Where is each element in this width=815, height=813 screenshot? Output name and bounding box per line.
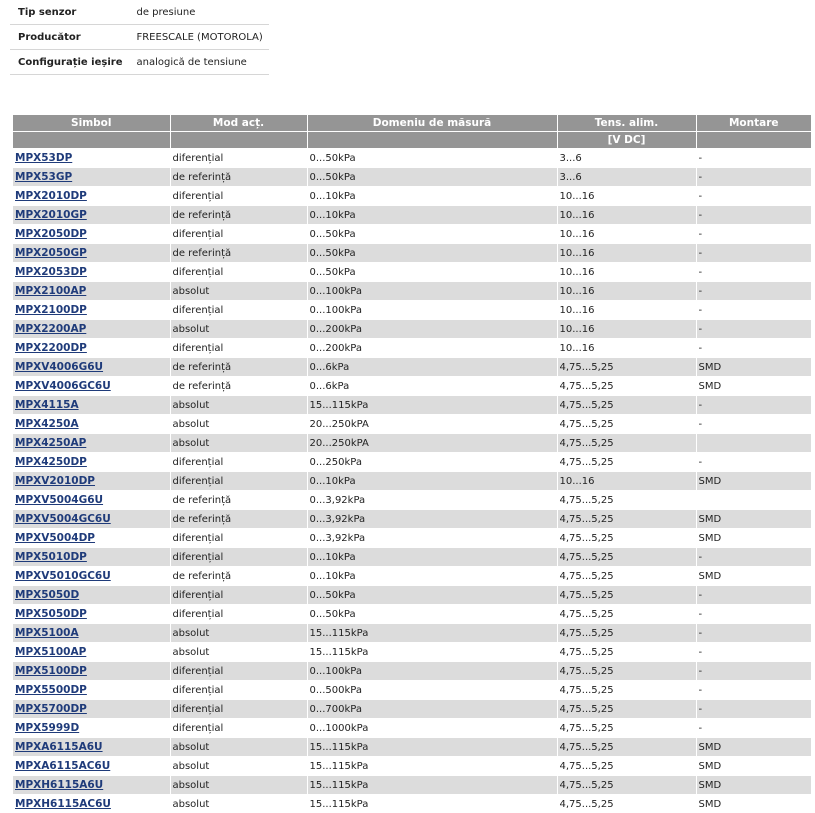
cell-domeniu: 0...10kPa: [307, 187, 557, 206]
cell-simbol: [13, 529, 170, 548]
table-header-unit-row: [13, 132, 811, 149]
cell-tens-alim: 10...16: [557, 282, 696, 301]
table-row: [13, 472, 811, 491]
cell-simbol: [13, 681, 170, 700]
cell-simbol: [13, 510, 170, 529]
cell-domeniu: 0...6kPa: [307, 377, 557, 396]
product-link[interactable]: MPXA6115A6U: [15, 741, 103, 753]
cell-domeniu: 0...10kPa: [307, 206, 557, 225]
cell-montare: -: [696, 548, 811, 567]
cell-tens-alim: 4,75...5,25: [557, 453, 696, 472]
table-row: [13, 377, 811, 396]
cell-domeniu: 0...50kPa: [307, 605, 557, 624]
cell-simbol: [13, 377, 170, 396]
cell-domeniu: 0...10kPa: [307, 548, 557, 567]
product-link[interactable]: MPXV5004DP: [15, 532, 96, 544]
cell-montare: SMD: [696, 358, 811, 377]
cell-domeniu: 0...50kPa: [307, 263, 557, 282]
cell-simbol: [13, 757, 170, 776]
cell-domeniu: 0...50kPa: [307, 225, 557, 244]
cell-mod-act: diferențial: [170, 339, 307, 358]
cell-tens-alim: 10...16: [557, 225, 696, 244]
product-link[interactable]: MPX4250AP: [15, 437, 87, 449]
table-row: [13, 206, 811, 225]
cell-simbol: [13, 605, 170, 624]
product-table: [13, 115, 811, 813]
cell-montare: -: [696, 301, 811, 320]
cell-mod-act: absolut: [170, 795, 307, 813]
product-link[interactable]: MPX2100AP: [15, 285, 87, 297]
cell-domeniu: 20...250kPA: [307, 434, 557, 453]
cell-mod-act: de referință: [170, 567, 307, 586]
product-link[interactable]: MPXV2010DP: [15, 475, 96, 487]
cell-domeniu: 15...115kPa: [307, 643, 557, 662]
product-link[interactable]: MPX5050DP: [15, 608, 87, 620]
cell-simbol: [13, 206, 170, 225]
cell-simbol: [13, 662, 170, 681]
cell-montare: -: [696, 453, 811, 472]
table-row: [13, 643, 811, 662]
cell-mod-act: diferențial: [170, 472, 307, 491]
cell-tens-alim: 3...6: [557, 149, 696, 168]
product-link[interactable]: MPXV5004GC6U: [15, 513, 111, 525]
table-row: [13, 396, 811, 415]
cell-domeniu: 15...115kPa: [307, 795, 557, 813]
cell-domeniu: 0...500kPa: [307, 681, 557, 700]
cell-simbol: [13, 453, 170, 472]
cell-montare: SMD: [696, 738, 811, 757]
table-row: [13, 415, 811, 434]
column-header-tens-alim: Tens. alim.: [557, 115, 696, 132]
cell-simbol: [13, 301, 170, 320]
table-header-row: [13, 115, 811, 132]
product-link[interactable]: MPXH6115AC6U: [15, 798, 111, 810]
cell-montare: -: [696, 168, 811, 187]
cell-mod-act: diferențial: [170, 187, 307, 206]
table-row: [13, 320, 811, 339]
cell-mod-act: diferențial: [170, 149, 307, 168]
cell-tens-alim: 4,75...5,25: [557, 776, 696, 795]
header-empty-cell: [696, 132, 811, 149]
cell-domeniu: 0...100kPa: [307, 282, 557, 301]
table-row: [13, 263, 811, 282]
cell-mod-act: absolut: [170, 776, 307, 795]
cell-montare: -: [696, 263, 811, 282]
cell-mod-act: de referință: [170, 206, 307, 225]
cell-montare: -: [696, 605, 811, 624]
cell-mod-act: de referință: [170, 168, 307, 187]
table-row: [13, 700, 811, 719]
table-row: [13, 358, 811, 377]
product-link[interactable]: MPX2050GP: [15, 247, 87, 259]
cell-tens-alim: 4,75...5,25: [557, 377, 696, 396]
table-row: [13, 434, 811, 453]
cell-domeniu: 0...3,92kPa: [307, 529, 557, 548]
cell-tens-alim: 4,75...5,25: [557, 681, 696, 700]
cell-tens-alim: 4,75...5,25: [557, 738, 696, 757]
product-link[interactable]: MPX2200DP: [15, 342, 87, 354]
column-header-tens-unit: [V DC]: [557, 132, 696, 149]
cell-tens-alim: 4,75...5,25: [557, 795, 696, 813]
spec-label: Configurație ieșire: [10, 50, 128, 75]
product-link[interactable]: MPX5010DP: [15, 551, 87, 563]
product-link[interactable]: MPX53GP: [15, 171, 73, 183]
cell-mod-act: absolut: [170, 415, 307, 434]
cell-domeniu: 0...1000kPa: [307, 719, 557, 738]
cell-tens-alim: 10...16: [557, 301, 696, 320]
cell-simbol: [13, 168, 170, 187]
product-link[interactable]: MPX5700DP: [15, 703, 87, 715]
cell-domeniu: 0...700kPa: [307, 700, 557, 719]
cell-simbol: [13, 415, 170, 434]
cell-tens-alim: 10...16: [557, 472, 696, 491]
cell-mod-act: absolut: [170, 434, 307, 453]
cell-tens-alim: 4,75...5,25: [557, 586, 696, 605]
cell-mod-act: diferențial: [170, 301, 307, 320]
cell-mod-act: absolut: [170, 282, 307, 301]
product-link[interactable]: MPX4250A: [15, 418, 79, 430]
product-link[interactable]: MPX5100A: [15, 627, 79, 639]
cell-montare: -: [696, 624, 811, 643]
column-header-mod-act: Mod acț.: [170, 115, 307, 132]
cell-domeniu: 0...200kPa: [307, 339, 557, 358]
cell-tens-alim: 10...16: [557, 206, 696, 225]
cell-montare: -: [696, 339, 811, 358]
cell-simbol: [13, 776, 170, 795]
cell-montare: -: [696, 149, 811, 168]
cell-mod-act: de referință: [170, 377, 307, 396]
cell-tens-alim: 3...6: [557, 168, 696, 187]
cell-montare: -: [696, 396, 811, 415]
cell-tens-alim: 4,75...5,25: [557, 643, 696, 662]
spec-label: Producător: [10, 25, 128, 50]
cell-domeniu: 0...6kPa: [307, 358, 557, 377]
product-link[interactable]: MPX2053DP: [15, 266, 87, 278]
cell-mod-act: absolut: [170, 738, 307, 757]
product-link[interactable]: MPX53DP: [15, 152, 73, 164]
cell-simbol: [13, 624, 170, 643]
table-row: [13, 244, 811, 263]
product-link[interactable]: MPXA6115AC6U: [15, 760, 111, 772]
spec-row-configuratie-iesire: [10, 50, 269, 75]
cell-mod-act: de referință: [170, 358, 307, 377]
spec-label: Tip senzor: [10, 0, 128, 25]
cell-montare: SMD: [696, 377, 811, 396]
cell-tens-alim: 4,75...5,25: [557, 491, 696, 510]
cell-montare: -: [696, 206, 811, 225]
cell-mod-act: absolut: [170, 396, 307, 415]
cell-simbol: [13, 738, 170, 757]
cell-simbol: [13, 795, 170, 813]
cell-domeniu: 15...115kPa: [307, 396, 557, 415]
table-row: [13, 339, 811, 358]
cell-tens-alim: 4,75...5,25: [557, 510, 696, 529]
cell-domeniu: 20...250kPA: [307, 415, 557, 434]
cell-montare: -: [696, 643, 811, 662]
product-link[interactable]: MPX4250DP: [15, 456, 87, 468]
cell-montare: SMD: [696, 757, 811, 776]
cell-simbol: [13, 358, 170, 377]
cell-mod-act: diferențial: [170, 225, 307, 244]
cell-mod-act: diferențial: [170, 529, 307, 548]
cell-simbol: [13, 491, 170, 510]
cell-mod-act: diferențial: [170, 453, 307, 472]
cell-tens-alim: 4,75...5,25: [557, 396, 696, 415]
cell-mod-act: de referință: [170, 491, 307, 510]
spec-value: analogică de tensiune: [128, 50, 268, 75]
product-link[interactable]: MPX2100DP: [15, 304, 87, 316]
cell-simbol: [13, 643, 170, 662]
product-link[interactable]: MPX4115A: [15, 399, 79, 411]
table-row: [13, 719, 811, 738]
column-header-domeniu: Domeniu de măsură: [307, 115, 557, 132]
cell-tens-alim: 10...16: [557, 339, 696, 358]
cell-simbol: [13, 225, 170, 244]
cell-montare: [696, 491, 811, 510]
table-row: [13, 776, 811, 795]
cell-montare: -: [696, 244, 811, 263]
cell-simbol: [13, 282, 170, 301]
header-empty-cell: [170, 132, 307, 149]
cell-simbol: [13, 586, 170, 605]
table-row: [13, 548, 811, 567]
cell-mod-act: absolut: [170, 624, 307, 643]
cell-simbol: [13, 320, 170, 339]
cell-mod-act: diferențial: [170, 548, 307, 567]
table-row: [13, 738, 811, 757]
product-link[interactable]: MPX2010GP: [15, 209, 87, 221]
product-link[interactable]: MPX5999D: [15, 722, 80, 734]
cell-domeniu: 0...50kPa: [307, 149, 557, 168]
cell-montare: -: [696, 320, 811, 339]
cell-domeniu: 0...100kPa: [307, 662, 557, 681]
cell-mod-act: diferențial: [170, 263, 307, 282]
table-row: [13, 149, 811, 168]
cell-tens-alim: 10...16: [557, 263, 696, 282]
product-link[interactable]: MPXH6115A6U: [15, 779, 104, 791]
product-link[interactable]: MPX5050D: [15, 589, 80, 601]
cell-tens-alim: 4,75...5,25: [557, 624, 696, 643]
cell-simbol: [13, 719, 170, 738]
cell-montare: [696, 434, 811, 453]
cell-montare: -: [696, 415, 811, 434]
cell-mod-act: diferențial: [170, 681, 307, 700]
cell-mod-act: diferențial: [170, 605, 307, 624]
table-row: [13, 510, 811, 529]
cell-simbol: [13, 149, 170, 168]
table-row: [13, 586, 811, 605]
cell-domeniu: 0...100kPa: [307, 301, 557, 320]
cell-montare: -: [696, 282, 811, 301]
cell-montare: SMD: [696, 776, 811, 795]
product-link[interactable]: MPX2010DP: [15, 190, 87, 202]
cell-montare: -: [696, 700, 811, 719]
table-row: [13, 225, 811, 244]
cell-simbol: [13, 244, 170, 263]
product-link[interactable]: MPX5100DP: [15, 665, 87, 677]
cell-simbol: [13, 434, 170, 453]
product-link[interactable]: MPXV4006G6U: [15, 361, 104, 373]
cell-tens-alim: 4,75...5,25: [557, 605, 696, 624]
cell-domeniu: 0...10kPa: [307, 472, 557, 491]
cell-mod-act: diferențial: [170, 662, 307, 681]
cell-tens-alim: 4,75...5,25: [557, 757, 696, 776]
column-header-simbol: Simbol: [13, 115, 170, 132]
table-row: [13, 187, 811, 206]
cell-domeniu: 15...115kPa: [307, 624, 557, 643]
cell-montare: SMD: [696, 510, 811, 529]
cell-simbol: [13, 263, 170, 282]
cell-mod-act: diferențial: [170, 700, 307, 719]
cell-tens-alim: 4,75...5,25: [557, 719, 696, 738]
cell-tens-alim: 10...16: [557, 187, 696, 206]
cell-tens-alim: 4,75...5,25: [557, 529, 696, 548]
cell-simbol: [13, 567, 170, 586]
cell-tens-alim: 4,75...5,25: [557, 662, 696, 681]
cell-tens-alim: 10...16: [557, 320, 696, 339]
cell-montare: -: [696, 662, 811, 681]
header-empty-cell: [13, 132, 170, 149]
cell-mod-act: absolut: [170, 643, 307, 662]
table-row: [13, 567, 811, 586]
product-link[interactable]: MPX5500DP: [15, 684, 87, 696]
cell-simbol: [13, 339, 170, 358]
cell-montare: -: [696, 719, 811, 738]
cell-domeniu: 0...50kPa: [307, 244, 557, 263]
cell-domeniu: 0...50kPa: [307, 168, 557, 187]
cell-domeniu: 15...115kPa: [307, 776, 557, 795]
product-table-body: [13, 149, 811, 813]
table-row: [13, 795, 811, 813]
cell-montare: -: [696, 586, 811, 605]
cell-tens-alim: 4,75...5,25: [557, 700, 696, 719]
product-link[interactable]: MPXV5010GC6U: [15, 570, 111, 582]
cell-mod-act: diferențial: [170, 586, 307, 605]
cell-domeniu: 0...3,92kPa: [307, 491, 557, 510]
table-row: [13, 491, 811, 510]
product-link[interactable]: MPX2200AP: [15, 323, 87, 335]
cell-simbol: [13, 700, 170, 719]
cell-mod-act: absolut: [170, 757, 307, 776]
table-row: [13, 301, 811, 320]
cell-tens-alim: 4,75...5,25: [557, 434, 696, 453]
cell-domeniu: 0...250kPa: [307, 453, 557, 472]
table-row: [13, 624, 811, 643]
table-row: [13, 282, 811, 301]
cell-simbol: [13, 548, 170, 567]
product-link[interactable]: MPX5100AP: [15, 646, 87, 658]
cell-mod-act: de referință: [170, 510, 307, 529]
cell-domeniu: 15...115kPa: [307, 738, 557, 757]
cell-montare: -: [696, 225, 811, 244]
cell-tens-alim: 4,75...5,25: [557, 548, 696, 567]
cell-tens-alim: 4,75...5,25: [557, 415, 696, 434]
header-empty-cell: [307, 132, 557, 149]
cell-montare: SMD: [696, 795, 811, 813]
cell-simbol: [13, 187, 170, 206]
cell-tens-alim: 10...16: [557, 244, 696, 263]
cell-mod-act: de referință: [170, 244, 307, 263]
product-link[interactable]: MPXV5004G6U: [15, 494, 104, 506]
cell-simbol: [13, 472, 170, 491]
cell-montare: SMD: [696, 472, 811, 491]
product-link[interactable]: MPXV4006GC6U: [15, 380, 111, 392]
spec-value: FREESCALE (MOTOROLA): [128, 25, 268, 50]
table-row: [13, 681, 811, 700]
spec-table: [10, 0, 269, 75]
table-row: [13, 757, 811, 776]
spec-row-tip-senzor: [10, 0, 269, 25]
cell-tens-alim: 4,75...5,25: [557, 567, 696, 586]
table-row: [13, 605, 811, 624]
cell-domeniu: 0...50kPa: [307, 586, 557, 605]
cell-domeniu: 0...200kPa: [307, 320, 557, 339]
cell-mod-act: absolut: [170, 320, 307, 339]
table-row: [13, 168, 811, 187]
cell-montare: SMD: [696, 567, 811, 586]
cell-mod-act: diferențial: [170, 719, 307, 738]
column-header-montare: Montare: [696, 115, 811, 132]
spec-value: de presiune: [128, 0, 268, 25]
cell-tens-alim: 4,75...5,25: [557, 358, 696, 377]
cell-domeniu: 0...10kPa: [307, 567, 557, 586]
table-row: [13, 453, 811, 472]
cell-domeniu: 0...3,92kPa: [307, 510, 557, 529]
product-link[interactable]: MPX2050DP: [15, 228, 87, 240]
cell-montare: SMD: [696, 529, 811, 548]
table-row: [13, 529, 811, 548]
cell-montare: -: [696, 681, 811, 700]
table-row: [13, 662, 811, 681]
spec-row-producator: [10, 25, 269, 50]
cell-domeniu: 15...115kPa: [307, 757, 557, 776]
cell-simbol: [13, 396, 170, 415]
cell-montare: -: [696, 187, 811, 206]
